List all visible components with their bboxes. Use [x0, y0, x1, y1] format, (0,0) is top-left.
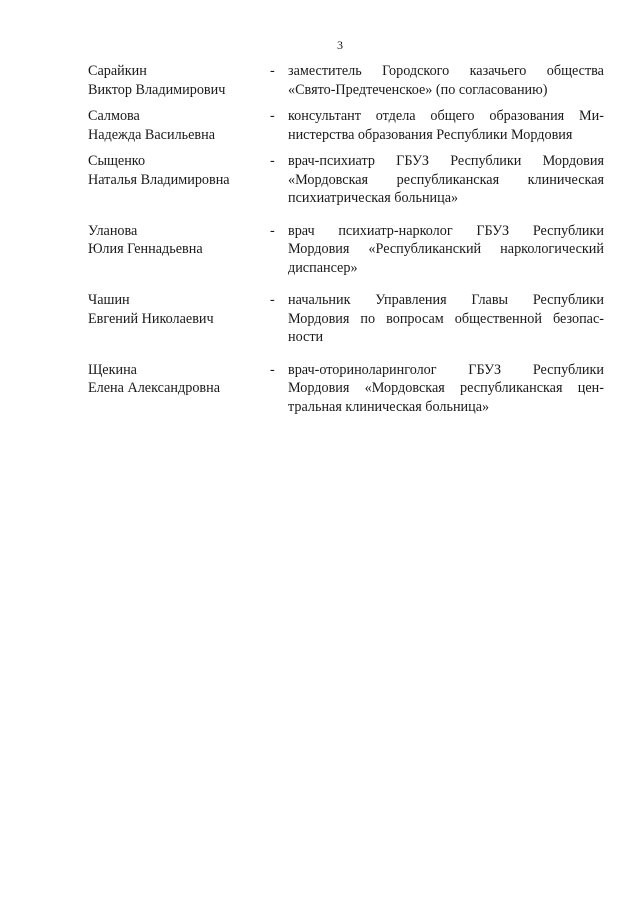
- position-line: заместитель Городского казачьего общества: [288, 63, 604, 79]
- member-surname: Уланова: [88, 222, 138, 239]
- member-entry-saraykin: [88, 62, 604, 99]
- member-surname: Салмова: [88, 108, 140, 124]
- member-given-names: Наталья Владимировна: [88, 171, 230, 188]
- member-surname: Щекина: [88, 361, 137, 378]
- member-position: [288, 361, 604, 417]
- position-line: диспансер»: [288, 259, 358, 276]
- position-line: Мордовия по вопросам общественной безопас-: [288, 310, 604, 327]
- position-line: «Свято-Предтеченское» (по согласованию): [288, 81, 548, 98]
- dash-separator: -: [270, 361, 275, 378]
- member-position: [288, 107, 604, 144]
- member-given-names: Виктор Владимирович: [88, 81, 226, 98]
- position-line: психиатрическая больница»: [288, 190, 459, 206]
- position-line: врач-оториноларинголог ГБУЗ Республики: [288, 361, 604, 378]
- member-surname: Сыщенко: [88, 153, 146, 169]
- member-list: [88, 62, 604, 416]
- position-line: врач-психиатр ГБУЗ Республики Мордовия: [288, 153, 604, 169]
- member-surname: Сарайкин: [88, 63, 147, 79]
- member-given-names: Надежда Васильевна: [88, 126, 216, 143]
- member-entry-salmova: [88, 107, 604, 144]
- position-line: врач психиатр-нарколог ГБУЗ Республики: [288, 222, 604, 239]
- position-line: консультант отдела общего образования Ми-: [288, 108, 604, 124]
- position-line: тральная клиническая больница»: [288, 398, 490, 415]
- member-position: [288, 152, 604, 208]
- member-given-names: Евгений Николаевич: [88, 310, 214, 327]
- member-entry-chashin: [88, 291, 604, 347]
- position-line: Мордовия «Мордовская республиканская цен-: [288, 380, 604, 396]
- member-given-names: Елена Александровна: [88, 380, 220, 396]
- position-line: нистерства образования Республики Мордовия: [288, 126, 573, 143]
- member-given-names: Юлия Геннадьевна: [88, 241, 203, 257]
- position-line: ности: [288, 329, 324, 345]
- dash-separator: -: [270, 63, 275, 79]
- page-number: 3: [337, 38, 343, 52]
- member-entry-ulanova: [88, 222, 604, 278]
- dash-separator: -: [270, 153, 275, 169]
- position-line: «Мордовская республиканская клиническая: [288, 171, 604, 188]
- member-name: [88, 291, 270, 328]
- position-line: Мордовия «Республиканский наркологический: [288, 241, 604, 257]
- member-entry-syshchenko: [88, 152, 604, 208]
- member-name: [88, 107, 270, 144]
- member-name: [88, 62, 270, 99]
- dash-separator: -: [270, 108, 275, 124]
- dash-separator: -: [270, 292, 275, 308]
- position-line: начальник Управления Главы Республики: [288, 292, 604, 308]
- dash-separator: -: [270, 222, 275, 239]
- member-entry-shchekina: [88, 361, 604, 417]
- member-name: [88, 361, 270, 398]
- member-surname: Чашин: [88, 292, 130, 308]
- member-name: [88, 152, 270, 189]
- member-name: [88, 222, 270, 259]
- member-position: [288, 62, 604, 99]
- member-position: [288, 222, 604, 278]
- member-position: [288, 291, 604, 347]
